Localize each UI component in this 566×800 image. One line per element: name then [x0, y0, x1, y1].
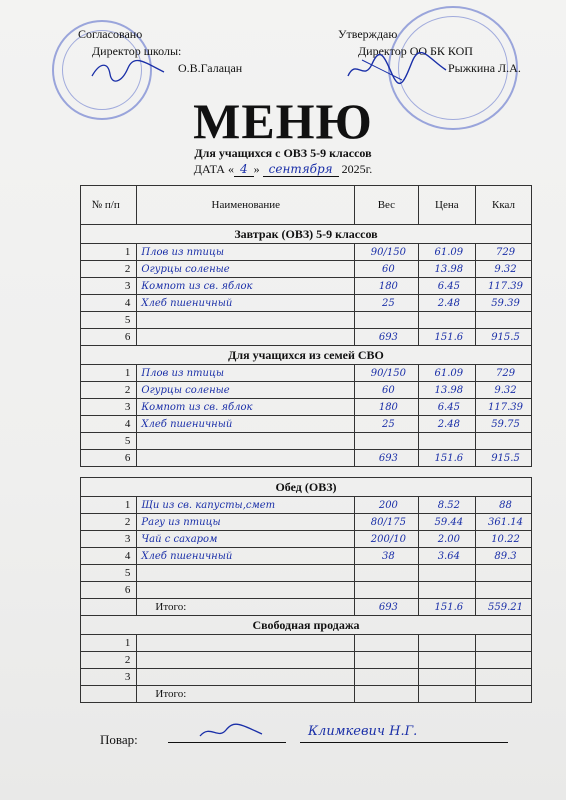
col-num: № п/п [81, 186, 137, 225]
table-row-total: 6 693 151.6 915.5 [81, 450, 532, 467]
cook-signature [196, 722, 266, 742]
table-row: 6 [81, 582, 532, 599]
school-director-signature [88, 58, 168, 84]
table-gap [81, 467, 532, 478]
approve-label: Утверждаю [338, 27, 398, 41]
lunch-total-row: Итого: 693 151.6 559.21 [81, 599, 532, 616]
table-row: 4 Хлеб пшеничный 38 3.64 89.3 [81, 548, 532, 565]
table-row: 3 Чай с сахаром 200/10 2.00 10.22 [81, 531, 532, 548]
section-svo-title: Для учащихся из семей СВО [81, 346, 532, 365]
table-row: 4 Хлеб пшеничный 25 2.48 59.75 [81, 416, 532, 433]
col-weight: Вес [355, 186, 418, 225]
table-row: 2 [81, 652, 532, 669]
org-director-signature [342, 52, 452, 86]
date-line [0, 162, 566, 177]
date-suffix: 2025г. [341, 162, 373, 176]
table-row: 5 [81, 433, 532, 450]
table-row-total: 6 693 151.6 915.5 [81, 329, 532, 346]
table-row: 5 [81, 312, 532, 329]
table-row: 5 [81, 565, 532, 582]
cook-name: Климкевич Н.Г. [308, 724, 418, 739]
section-lunch-title: Обед (ОВЗ) [81, 478, 532, 497]
table-row: 1 Щи из св. капусты,смет 200 8.52 88 [81, 497, 532, 514]
org-director-name: Рыжкина Л.А. [448, 61, 521, 75]
free-sale-total-label: Итого: [137, 686, 355, 703]
page-title: МЕНЮ [193, 93, 373, 149]
date-month: сентября [263, 162, 339, 177]
table-row: 1 [81, 635, 532, 652]
agreed-label: Согласовано [78, 27, 143, 41]
org-director-label: Директор ОО БК КОП [358, 44, 473, 58]
table-row: 2 Огурцы соленые 60 13.98 9.32 [81, 261, 532, 278]
school-director-name: О.В.Галацан [178, 61, 243, 75]
section-free-sale-title: Свободная продажа [81, 616, 532, 635]
table-row: 3 Компот из св. яблок 180 6.45 117.39 [81, 278, 532, 295]
table-header [81, 186, 532, 225]
table-row: 2 Огурцы соленые 60 13.98 9.32 [81, 382, 532, 399]
col-name: Наименование [137, 186, 355, 225]
menu-table [80, 185, 532, 703]
date-prefix: ДАТА « [193, 162, 234, 176]
lunch-total-label: Итого: [137, 599, 355, 616]
table-row: 1 Плов из птицы 90/150 61.09 729 [81, 365, 532, 382]
date-mid: » [253, 162, 260, 176]
page-subtitle: Для учащихся с ОВЗ 5-9 классов [194, 146, 372, 160]
col-kcal: Ккал [476, 186, 532, 225]
col-price: Цена [418, 186, 475, 225]
table-row: 2 Рагу из птицы 80/175 59.44 361.14 [81, 514, 532, 531]
free-sale-total-row [81, 686, 532, 703]
table-row: 1 Плов из птицы 90/150 61.09 729 [81, 244, 532, 261]
cook-label: Повар: [100, 732, 138, 747]
school-director-label: Директор школы: [92, 44, 182, 58]
cook-signature-line [168, 742, 286, 743]
table-row: 3 [81, 669, 532, 686]
table-row: 4 Хлеб пшеничный 25 2.48 59.39 [81, 295, 532, 312]
section-breakfast-title: Завтрак (ОВЗ) 5-9 классов [81, 225, 532, 244]
date-day: 4 [234, 162, 254, 177]
table-row: 3 Компот из св. яблок 180 6.45 117.39 [81, 399, 532, 416]
cook-name-line [300, 742, 508, 743]
